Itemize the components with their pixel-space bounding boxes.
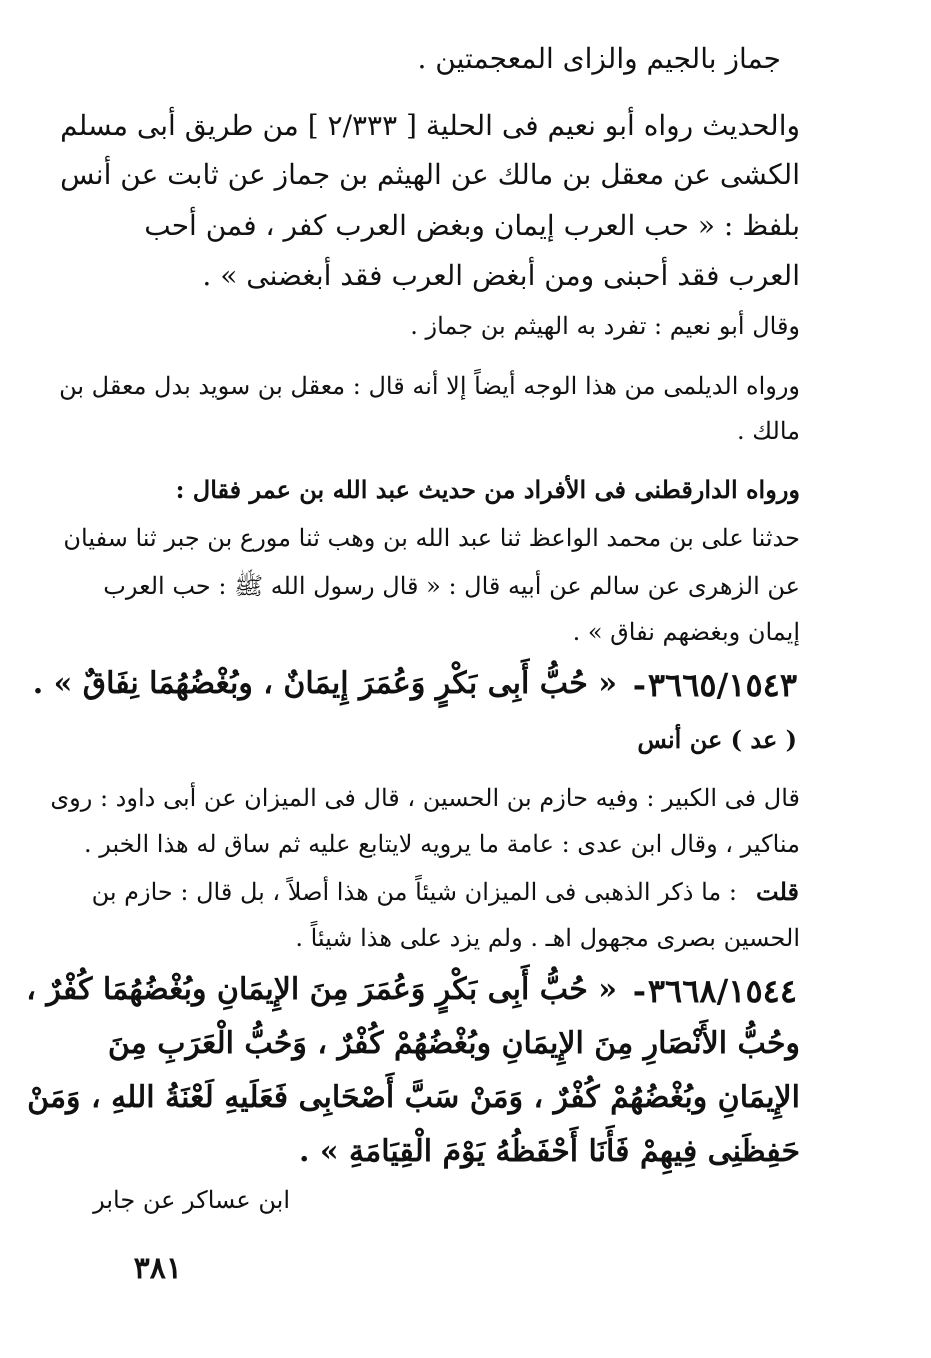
hadith-1-text: « حُبُّ أَبِى بَكْرٍ وَعُمَرَ إِيمَانٌ ، وبُغْضُهُمَا نِفَاقٌ » .: [32, 666, 617, 701]
hadith-2-source: ابن عساكر عن جابر: [93, 1186, 290, 1214]
text-line-4: بلفظ : « حب العرب إيمان وبغض العرب كفر ، فمن أحب: [144, 209, 800, 242]
text-line-3: الكشى عن معقل بن مالك عن الهيثم بن جماز عن ثابت عن أنس: [60, 158, 800, 191]
text-line-5: العرب فقد أحبنى ومن أبغض العرب فقد أبغضنى » .: [202, 259, 800, 292]
text-line-1: جماز بالجيم والزاى المعجمتين .: [417, 42, 781, 75]
commentary-2-line-1: : ما ذكر الذهبى فى الميزان شيئاً من هذا أصلاً ، بل قال : حازم بن: [91, 878, 737, 906]
commentary-2-prefix: قلت: [756, 877, 799, 906]
text-line-2: والحديث رواه أبو نعيم فى الحلية [ ٢/٣٣٣ ] من طريق أبى مسلم: [60, 109, 800, 142]
hadith-1-source: ( عد ) عن أنس: [637, 725, 797, 754]
hadith-2-dash: -: [632, 972, 646, 1010]
commentary-2-line-2: الحسين بصرى مجهول اهـ . ولم يزد على هذا شيئاً .: [295, 924, 800, 952]
commentary-1-line-2: مناكير ، وقال ابن عدى : عامة ما يرويه لايتابع عليه ثم ساق له هذا الخبر .: [83, 830, 800, 858]
hadith-2-line-2: وحُبُّ الأَنْصَارِ مِنَ الإِيمَانِ وبُغْضُهُمْ كُفْرٌ ، وَحُبُّ الْعَرَبِ مِنَ: [107, 1026, 800, 1061]
text-line-12: إيمان وبغضهم نفاق » .: [572, 618, 800, 646]
page-number: ٣٨١: [133, 1251, 182, 1286]
hadith-2-line-4: حَفِظَنِى فِيهِمْ فَأَنَا أَحْفَظُهُ يَوْمَ الْقِيَامَةِ » .: [298, 1134, 800, 1169]
text-line-6: وقال أبو نعيم : تفرد به الهيثم بن جماز .: [410, 312, 800, 340]
hadith-2-line-3: الإِيمَانِ وبُغْضُهُمْ كُفْرٌ ، وَمَنْ سَبَّ أَصْحَابِى فَعَلَيهِ لَعْنَةُ اللهِ ، وَمَنْ: [27, 1080, 800, 1115]
hadith-2-line-1: « حُبُّ أَبِى بَكْرٍ وَعُمَرَ مِنَ الإِيمَانِ وبُغْضُهُمَا كُفْرٌ ،: [26, 972, 617, 1007]
hadith-2-number: ٣٦٦٨/١٥٤٤: [647, 972, 797, 1010]
commentary-1-line-1: قال فى الكبير : وفيه حازم بن الحسين ، قال فى الميزان عن أبى داود : روى: [50, 784, 800, 812]
hadith-1-dash: -: [632, 666, 646, 704]
text-line-7: ورواه الديلمى من هذا الوجه أيضاً إلا أنه قال : معقل بن سويد بدل معقل بن: [59, 372, 800, 400]
text-line-9: ورواه الدارقطنى فى الأفراد من حديث عبد الله بن عمر فقال :: [175, 475, 800, 504]
text-line-11: عن الزهرى عن سالم عن أبيه قال : « قال رسول الله ﷺ : حب العرب: [103, 572, 800, 600]
text-line-10: حدثنا على بن محمد الواعظ ثنا عبد الله بن وهب ثنا مورع بن جبر ثنا سفيان: [63, 524, 800, 552]
text-line-8: مالك .: [737, 417, 800, 445]
hadith-1-number: ٣٦٦٥/١٥٤٣: [647, 666, 797, 704]
